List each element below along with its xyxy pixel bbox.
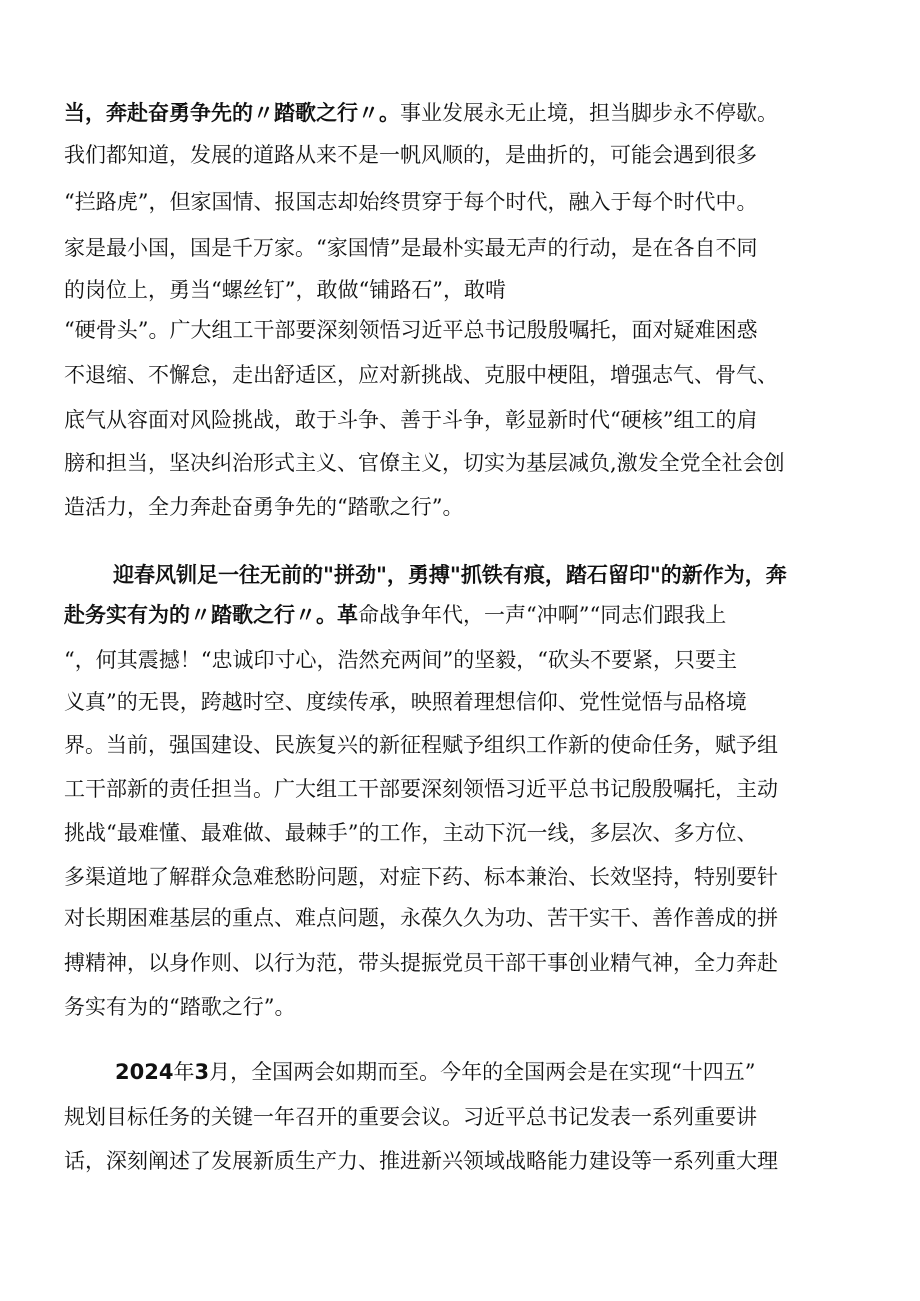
paragraph-1-line-6: “硬骨头”。广大组工干部要深刻领悟习近平总书记殷殷嘱托，面对疑难困惑: [64, 318, 758, 342]
bold-heading-text: 当，奔赴奋勇争先的〃踏歌之行〃。: [64, 101, 400, 125]
paragraph-1-line-8: 底气从容面对风险挑战，敢于斗争、善于斗争，彰显新时代“硬核”组工的肩: [64, 408, 758, 432]
paragraph-1-line-7: 不退缩、不懈怠，走出舒适区，应对新挑战、克服中梗阻，增强志气、骨气、: [64, 363, 778, 387]
paragraph-2-line-11: 务实有为的“踏歌之行”。: [64, 995, 296, 1019]
paragraph-2-line-7: 挑战“最难懂、最难做、最棘手”的工作，主动下沉一线，多层次、多方位、: [64, 821, 758, 845]
paragraph-2-line-4: 义真”的无畏，跨越时空、度续传承，映照着理想信仰、党性觉悟与品格境: [64, 690, 747, 714]
paragraph-1-line-9: 膀和担当，坚决纠治形式主义、官僚主义，切实为基层减负,激发全党全社会创: [64, 451, 785, 475]
paragraph-1-line-1: [64, 93, 778, 133]
bold-heading-text: 赴务实有为的〃踏歌之行〃。革: [64, 603, 358, 627]
paragraph-3-line-2: 规划目标任务的关键一年召开的重要会议。习近平总书记发表一系列重要讲: [64, 1105, 757, 1129]
paragraph-2-line-1: 迎春风钏足一往无前的"拼劲"，勇搏"抓铁有痕，踏石留印"的新作为，奔: [113, 563, 787, 587]
body-text: 事业发展永无止境，担当脚步永不停歇。: [400, 101, 778, 125]
month-number: 3: [194, 1060, 210, 1084]
paragraph-1-line-5: 的岗位上，勇当“螺丝钉”，敢做“铺路石”，敢啃: [64, 278, 506, 302]
paragraph-2-line-6: 工干部新的责任担当。广大组工干部要深刻领悟习近平总书记殷殷嘱托，主动: [64, 777, 778, 801]
body-text: 月，全国两会如期而至。今年的全国两会是在实现“十四五”: [209, 1060, 756, 1084]
paragraph-1-line-10: 造活力，全力奔赴奋勇争先的“踏歌之行”。: [64, 495, 464, 519]
paragraph-1-line-3: “拦路虎”，但家国情、报国志却始终贯穿于每个时代，融入于每个时代中。: [64, 190, 758, 214]
paragraph-2-line-8: 多渠道地了解群众急难愁盼问题，对症下药、标本兼治、长效坚持，特别要针: [64, 865, 778, 889]
paragraph-3-line-1: [115, 1052, 756, 1092]
paragraph-2-line-3: “，何其震撼！“忠诚印寸心，浩然充两间”的坚毅，“砍头不要紧，只要主: [64, 648, 737, 672]
paragraph-2-line-5: 界。当前，强国建设、民族复兴的新征程赋予组织工作新的使命任务，赋予组: [64, 733, 778, 757]
paragraph-1-line-4: 家是最小国，国是千万家。“家国情”是最朴实最无声的行动，是在各自不同: [64, 236, 758, 260]
year-number: 2024: [115, 1060, 174, 1084]
paragraph-1-line-2: 我们都知道，发展的道路从来不是一帆风顺的，是曲折的，可能会遇到很多: [64, 143, 757, 167]
paragraph-2-line-2: [64, 595, 726, 635]
body-text: 年: [173, 1060, 195, 1084]
paragraph-2-line-9: 对长期困难基层的重点、难点问题，永葆久久为功、苦干实干、善作善成的拼: [64, 906, 778, 930]
body-text: 命战争年代，一声“冲啊”“同志们跟我上: [358, 603, 727, 627]
paragraph-3-line-3: 话，深刻阐述了发展新质生产力、推进新兴领域战略能力建设等一系列重大理: [64, 1149, 778, 1173]
paragraph-2-line-10: 搏精神，以身作则、以行为范，带头提振党员干部干事创业精气神，全力奔赴: [64, 951, 778, 975]
